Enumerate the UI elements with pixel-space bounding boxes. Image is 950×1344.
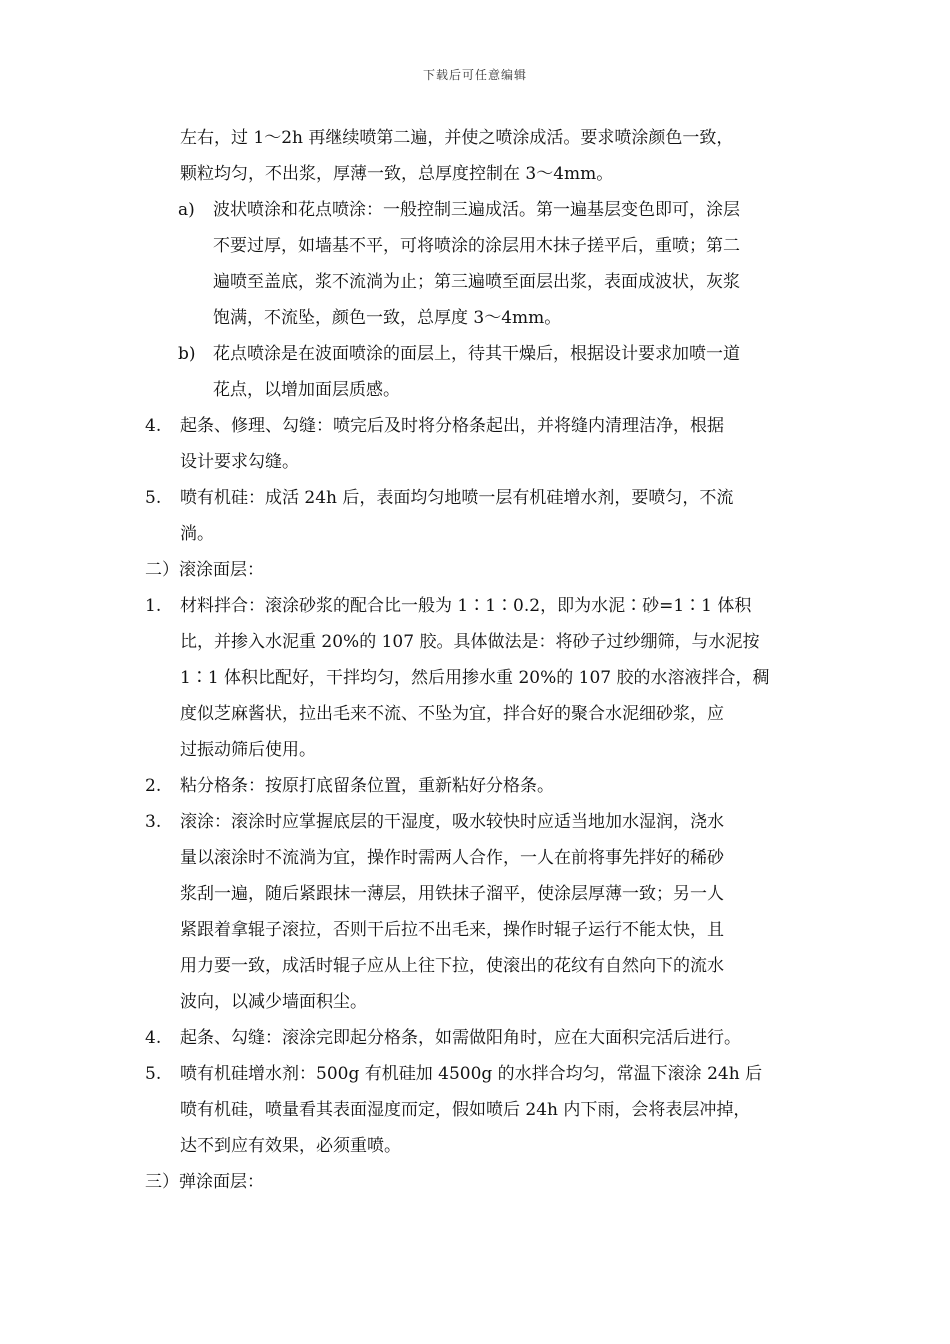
item-marker: 2.: [145, 776, 162, 796]
section-heading-rolling: [145, 552, 810, 588]
page-header: 下载后可任意编辑: [422, 68, 527, 82]
text-line: 浆刮一遍，随后紧跟抹一薄层，用铁抹子溜平，使涂层厚薄一致；另一人: [180, 884, 724, 904]
item-marker: 4.: [145, 416, 162, 436]
text-line: 颗粒均匀，不出浆，厚薄一致，总厚度控制在 3～4mm。: [180, 164, 614, 184]
heading-text: 三）弹涂面层：: [145, 1172, 264, 1192]
text-line: 度似芝麻酱状，拉出毛来不流、不坠为宜，拌合好的聚合水泥细砂浆，应: [180, 704, 724, 724]
text-line: 滚涂：滚涂时应掌握底层的干湿度，吸水较快时应适当地加水湿润，浇水: [180, 812, 724, 832]
item-marker: 4.: [145, 1028, 162, 1048]
text-line: 比，并掺入水泥重 20%的 107 胶。具体做法是：将砂子过纱绷筛，与水泥按: [180, 632, 760, 652]
heading-text: 二）滚涂面层：: [145, 560, 264, 580]
text-line: 淌。: [180, 524, 214, 544]
text-line: 量以滚涂时不流淌为宜，操作时需两人合作，一人在前将事先拌好的稀砂: [180, 848, 724, 868]
list-item-5b: [145, 1056, 810, 1164]
item-marker: 3.: [145, 812, 162, 832]
list-item-4: [145, 408, 810, 480]
item-marker: 1.: [145, 596, 162, 616]
text-line: 过振动筛后使用。: [180, 740, 316, 760]
text-line: 紧跟着拿辊子滚拉，否则干后拉不出毛来，操作时辊子运行不能太快，且: [180, 920, 724, 940]
text-line: 遍喷至盖底，浆不流淌为止；第三遍喷至面层出浆，表面成波状，灰浆: [213, 272, 740, 292]
section-heading-spatter: [145, 1164, 810, 1200]
item-marker: 5.: [145, 488, 162, 508]
item-marker: a): [178, 200, 195, 220]
text-line: 左右，过 1～2h 再继续喷第二遍，并使之喷涂成活。要求喷涂颜色一致，: [180, 128, 734, 148]
list-item-2: [145, 768, 810, 804]
text-line: 材料拌合：滚涂砂浆的配合比一般为 1∶1∶0.2，即为水泥∶砂=1∶1 体积: [180, 596, 752, 616]
text-line: 波状喷涂和花点喷涂：一般控制三遍成活。第一遍基层变色即可，涂层: [213, 200, 740, 220]
text-line: 设计要求勾缝。: [180, 452, 299, 472]
text-line: 喷有机硅增水剂：500g 有机硅加 4500g 的水拌合均匀，常温下滚涂 24h 后: [180, 1064, 763, 1084]
list-item-5: [145, 480, 810, 552]
text-line: 波向，以减少墙面积尘。: [180, 992, 367, 1012]
text-line: 喷有机硅，喷量看其表面湿度而定，假如喷后 24h 内下雨，会将表层冲掉，: [180, 1100, 751, 1120]
document-body: [145, 120, 810, 1200]
text-line: 花点喷涂是在波面喷涂的面层上，待其干燥后，根据设计要求加喷一道: [213, 344, 740, 364]
list-item-1: [145, 588, 810, 768]
text-line: 不要过厚，如墙基不平，可将喷涂的涂层用木抹子搓平后，重喷；第二: [213, 236, 740, 256]
sub-item-b: [145, 336, 810, 408]
text-line: 1∶1 体积比配好，干拌均匀，然后用掺水重 20%的 107 胶的水溶液拌合，稠: [180, 668, 770, 688]
text-line: 起条、修理、勾缝：喷完后及时将分格条起出，并将缝内清理洁净，根据: [180, 416, 724, 436]
list-item-4b: [145, 1020, 810, 1056]
text-line: 饱满，不流坠，颜色一致，总厚度 3～4mm。: [213, 308, 562, 328]
text-line: 花点，以增加面层质感。: [213, 380, 400, 400]
list-item-3: [145, 804, 810, 1020]
item-marker: b): [178, 344, 196, 364]
text-line: 粘分格条：按原打底留条位置，重新粘好分格条。: [180, 776, 554, 796]
item-marker: 5.: [145, 1064, 162, 1084]
text-line: 达不到应有效果，必须重喷。: [180, 1136, 401, 1156]
text-line: 用力要一致，成活时辊子应从上往下拉，使滚出的花纹有自然向下的流水: [180, 956, 724, 976]
text-line: 喷有机硅：成活 24h 后，表面均匀地喷一层有机硅增水剂，要喷匀，不流: [180, 488, 734, 508]
paragraph-continuation: [145, 120, 810, 192]
text-line: 起条、勾缝：滚涂完即起分格条，如需做阳角时，应在大面积完活后进行。: [180, 1028, 741, 1048]
sub-item-a: [145, 192, 810, 336]
